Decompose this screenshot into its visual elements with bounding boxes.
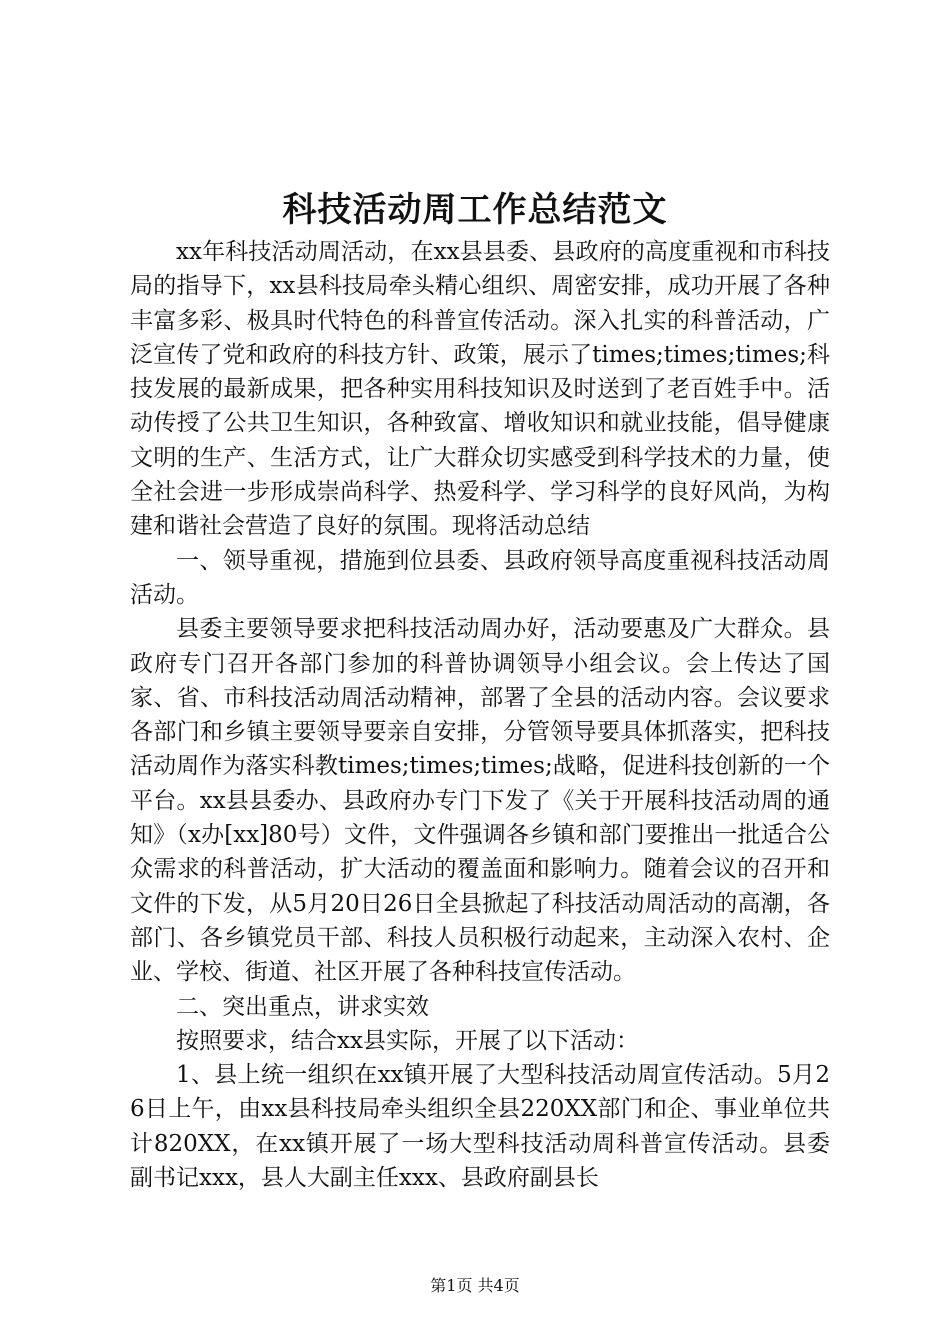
paragraph-section-1-heading: 一、领导重视，措施到位县委、县政府领导高度重视科技活动周活动。 [130,547,830,608]
document-body [130,235,830,1195]
document-title: 科技活动周工作总结范文 [282,190,668,230]
paragraph-intro: xx年科技活动周活动，在xx县县委、县政府的高度重视和市科技局的指导下，xx县科技局牵头精心组织、周密安排，成功开展了各种丰富多彩、极具时代特色的科普宣传活动。深入扎实的科普活动，广泛宣传了党和政府的科技方针、政策，展示了times;times;times;科技发展的最新成果，把各种实用科技知识及时送到了老百姓手中。活动传授了公共卫生知识，各种致富、增收知识和就业技能，倡导健康文明的生产、生活方式，让广大群众切实感受到科学技术的力量，使全社会进一步形成崇尚科学、热爱科学、学习科学的良好风尚，为构建和谐社会营造了良好的氛围。现将活动总结 [130,239,830,540]
paragraph-section-2-intro: 按照要求，结合xx县实际，开展了以下活动： [176,1027,639,1054]
page-number: 第1页 共4页 [430,1276,520,1295]
paragraph-activity-1: 1、县上统一组织在xx镇开展了大型科技活动周宣传活动。5月26日上午，由xx县科技局牵头组织全县220XX部门和企、事业单位共计820XX，在xx镇开展了一场大型科技活动周科普宣传活动。县委副书记xxx，县人大副主任xxx、县政府副县长 [130,1062,830,1192]
paragraph-section-2-heading: 二、突出重点，讲求实效 [176,993,429,1020]
paragraph-section-1-body: 县委主要领导要求把科技活动周办好，活动要惠及广大群众。县政府专门召开各部门参加的科普协调领导小组会议。会上传达了国家、省、市科技活动周活动精神，部署了全县的活动内容。会议要求各部门和乡镇主要领导要亲自安排，分管领导要具体抓落实，把科技活动周作为落实科教times;times;times;战略，促进科技创新的一个平台。xx县县委办、县政府办专门下发了《关于开展科技活动周的通知》（x办[xx]80号）文件，文件强调各乡镇和部门要推出一批适合公众需求的科普活动，扩大活动的覆盖面和影响力。随着会议的召开和文件的下发，从5月20日26日全县掀起了科技活动周活动的高潮，各部门、各乡镇党员干部、科技人员积极行动起来，主动深入农村、企业、学校、街道、社区开展了各种科技宣传活动。 [130,616,830,986]
